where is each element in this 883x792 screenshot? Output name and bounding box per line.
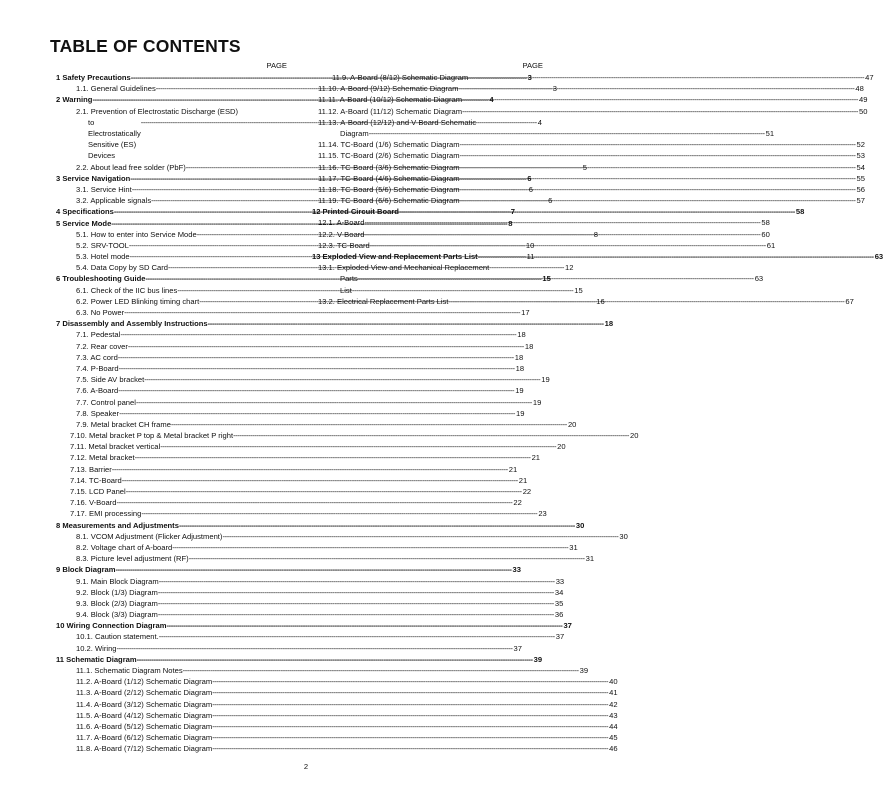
dot-leader	[212, 710, 608, 721]
toc-entry-label: 6.2. Power LED Blinking timing chart	[76, 296, 200, 306]
dot-leader	[189, 553, 585, 564]
toc-entry-label: 4 Specifications	[56, 207, 114, 217]
dot-leader	[370, 240, 766, 251]
toc-subsection-entry[interactable]	[312, 240, 776, 251]
dot-leader	[212, 676, 608, 687]
toc-entry-label: 12 Printed Circuit Board	[312, 207, 399, 217]
toc-entry-label: 8.2. Voltage chart of A-board	[76, 542, 173, 552]
dot-leader	[364, 229, 760, 240]
toc-subsection-entry[interactable]	[56, 486, 532, 497]
toc-entry-page: 4	[489, 95, 494, 105]
toc-entry-label: 3 Service Navigation	[56, 173, 131, 183]
dot-leader	[183, 665, 579, 676]
toc-subsection-entry[interactable]	[56, 352, 524, 363]
dot-leader	[369, 128, 765, 139]
toc-section-entry[interactable]	[312, 251, 883, 262]
toc-subsection-entry[interactable]	[56, 329, 526, 340]
toc-entry-label: 9.3. Block (2/3) Diagram	[76, 598, 158, 608]
toc-entry-page: 20	[567, 419, 577, 429]
toc-subsection-entry[interactable]	[312, 106, 868, 117]
toc-subsection-entry[interactable]	[56, 643, 522, 654]
toc-entry-page: 8	[508, 218, 513, 228]
dot-leader	[159, 631, 555, 642]
toc-entry-label-continuation: Diagram	[340, 128, 369, 138]
toc-subsection-entry[interactable]	[56, 419, 577, 430]
page-column-header: PAGE	[522, 61, 543, 70]
dot-leader	[126, 486, 522, 497]
toc-entry-page: 6	[528, 184, 533, 194]
toc-entry-label: 3.2. Applicable signals	[76, 196, 152, 206]
toc-entry-label: 11.16. TC-Board (3/6) Schematic Diagram	[318, 162, 460, 172]
toc-entry-label: 13.2. Electrical Replacement Parts List	[318, 296, 449, 306]
dot-leader	[460, 184, 856, 195]
toc-entry-label: 11.5. A-Board (4/12) Schematic Diagram	[76, 710, 213, 720]
toc-entry-label-continuation: Parts List	[340, 274, 358, 295]
toc-subsection-entry[interactable]	[312, 72, 874, 83]
toc-entry-label: 11 Schematic Diagram	[56, 654, 137, 664]
toc-entry-page: 21	[508, 464, 518, 474]
toc-entry-label: 7.3. AC cord	[76, 352, 118, 362]
toc-entry-label: 9.4. Block (3/3) Diagram	[76, 610, 158, 620]
toc-entry-page: 12	[564, 263, 574, 273]
dot-leader	[128, 341, 524, 352]
dot-leader	[137, 654, 533, 665]
toc-entry-page: 19	[516, 408, 525, 418]
toc-entry-page: 58	[795, 207, 805, 217]
toc-entry-page: 50	[859, 106, 868, 116]
dot-leader	[136, 397, 532, 408]
toc-subsection-entry[interactable]	[56, 743, 618, 754]
toc-entry-page: 3	[527, 72, 532, 82]
toc-entry-label: 8.3. Picture level adjustment (RF)	[76, 554, 189, 564]
toc-entry-label-line: 11.13. A-Board (12/12) and V-Board Schematic	[318, 117, 477, 127]
toc-entry-label: 1 Safety Precautions	[56, 72, 131, 82]
toc-entry-label: 7.13. Barrier	[70, 464, 112, 474]
toc-entry-label	[312, 117, 775, 139]
dot-leader	[166, 620, 562, 631]
toc-entry-label: 7.6. A-Board	[76, 386, 119, 396]
toc-entry-label: 6 Troubleshooting Guide	[56, 274, 146, 284]
toc-subsection-entry[interactable]	[56, 576, 565, 587]
toc-section-entry[interactable]	[56, 520, 585, 531]
toc-subsection-entry[interactable]	[312, 83, 864, 94]
toc-section-entry[interactable]	[56, 620, 572, 631]
toc-subsection-entry[interactable]	[312, 229, 770, 240]
toc-entry-page: 20	[630, 431, 639, 441]
toc-entry-label: 10 Wiring Connection Diagram	[56, 621, 167, 631]
toc-entry-label: 7.11. Metal bracket vertical	[70, 442, 161, 452]
toc-entry-label: 5.3. Hotel mode	[76, 252, 130, 262]
toc-entry-page: 3	[552, 84, 557, 94]
toc-subsection-entry[interactable]	[312, 94, 868, 105]
toc-entry-label: 7.1. Pedestal	[76, 330, 121, 340]
dot-leader	[116, 564, 512, 575]
toc-entry-label: 7.9. Metal bracket CH frame	[76, 419, 171, 429]
dot-leader	[119, 408, 515, 419]
toc-entry-label: 3.1. Service Hint	[76, 184, 132, 194]
toc-entry-page: 49	[859, 95, 868, 105]
dot-leader	[358, 273, 754, 295]
dot-leader	[119, 363, 515, 374]
toc-entry-label: 6.1. Check of the IIC bus lines	[76, 285, 178, 295]
toc-entry-page: 42	[609, 699, 618, 709]
dot-leader	[458, 83, 854, 94]
toc-entry-page: 15	[542, 274, 551, 284]
toc-subsection-entry[interactable]	[56, 676, 618, 687]
toc-entry-page: 22	[522, 487, 532, 496]
toc-entry-label: 7.15. LCD Panel	[70, 487, 126, 496]
toc-entry-page: 31	[569, 542, 578, 552]
toc-entry-page: 8	[593, 229, 598, 239]
toc-entry-label: 10.2. Wiring	[76, 643, 117, 653]
toc-entry-page: 18	[524, 341, 534, 351]
toc-entry-label: 7.14. TC-Board	[70, 475, 122, 485]
toc-entry-label: 13 Exploded View and Replacement Parts List	[312, 252, 478, 262]
toc-subsection-entry[interactable]	[312, 184, 865, 195]
toc-entry-label: 11.8. A-Board (7/12) Schematic Diagram	[76, 744, 213, 754]
dot-leader	[160, 441, 556, 452]
toc-entry-page: 57	[856, 196, 865, 206]
dot-leader	[460, 173, 856, 184]
toc-entry-label: 7.5. Side AV bracket	[76, 375, 145, 385]
toc-subsection-entry[interactable]	[312, 217, 770, 228]
toc-entry-page: 37	[555, 632, 565, 642]
dot-leader	[120, 329, 516, 340]
toc-entry-label: 7.12. Metal bracket	[70, 453, 135, 463]
toc-entry-page: 63	[754, 274, 764, 284]
toc-subsection-entry[interactable]	[312, 117, 775, 139]
dot-leader	[212, 732, 608, 743]
toc-entry-page: 15	[574, 285, 583, 295]
toc-entry-label-line: 2.1. Prevention of Electrostatic Discharge (ESD)	[76, 106, 239, 116]
dot-leader	[478, 251, 874, 262]
toc-subsection-entry[interactable]	[56, 497, 522, 508]
toc-entry-page: 6	[548, 196, 553, 206]
toc-entry-label: 7.10. Metal bracket P top & Metal bracket P right	[70, 431, 234, 441]
dot-leader	[212, 687, 608, 698]
toc-entry-page: 47	[865, 72, 874, 82]
page-title: TABLE OF CONTENTS	[50, 36, 241, 56]
toc-entry-label: 7.4. P-Board	[76, 363, 119, 373]
dot-leader	[399, 206, 795, 217]
toc-subsection-entry[interactable]	[56, 385, 524, 396]
dot-leader	[171, 419, 567, 430]
toc-subsection-entry[interactable]	[56, 397, 542, 408]
toc-entry-label: 7.16. V-Board	[70, 498, 117, 508]
toc-entry-page: 53	[856, 151, 865, 161]
dot-leader	[212, 743, 608, 754]
toc-subsection-entry[interactable]	[56, 542, 578, 553]
dot-leader	[179, 520, 575, 531]
toc-entry-label-line: 13.1. Exploded View and Mechanical Replacement	[318, 263, 490, 273]
dot-leader	[462, 94, 858, 105]
toc-entry-label: 11.17. TC-Board (4/6) Schematic Diagram	[318, 173, 460, 183]
toc-entry-label: 11.2. A-Board (1/12) Schematic Diagram	[76, 677, 213, 687]
toc-subsection-entry[interactable]	[56, 508, 547, 519]
toc-section-entry[interactable]	[56, 318, 614, 329]
toc-entry-page: 45	[609, 733, 618, 743]
toc-entry-label: 6.3. No Power	[76, 308, 125, 317]
toc-entry-page: 41	[609, 688, 618, 698]
toc-entry-label: 9 Block Diagram	[56, 565, 116, 575]
toc-entry-label: 12.2. V-Board	[318, 229, 365, 239]
toc-subsection-entry[interactable]	[56, 430, 639, 441]
toc-subsection-entry[interactable]	[56, 341, 534, 352]
toc-subsection-entry[interactable]	[56, 452, 541, 463]
toc-entry-page: 52	[856, 140, 865, 150]
dot-leader	[122, 475, 518, 486]
toc-entry-label: 12.3. TC-Board	[318, 240, 370, 250]
toc-subsection-entry[interactable]	[56, 553, 595, 564]
toc-entry-page: 40	[609, 677, 618, 687]
toc-entry-label: 7.7. Control panel	[76, 397, 136, 407]
toc-entry-label: 8.1. VCOM Adjustment (Flicker Adjustment)	[76, 531, 223, 541]
dot-leader	[172, 542, 568, 553]
toc-entry-page: 56	[856, 184, 865, 194]
toc-entry-page: 37	[563, 621, 572, 631]
toc-entry-label: 5.1. How to enter into Service Mode	[76, 229, 197, 239]
toc-entry-page: 35	[554, 598, 564, 608]
toc-subsection-entry[interactable]	[56, 631, 565, 642]
toc-entry-page: 19	[515, 386, 524, 396]
dot-leader	[112, 464, 508, 475]
toc-subsection-entry[interactable]	[56, 408, 525, 419]
toc-entry-label: 11.4. A-Board (3/12) Schematic Diagram	[76, 699, 213, 709]
toc-entry-page: 18	[604, 319, 614, 329]
toc-subsection-entry[interactable]	[56, 665, 589, 676]
toc-entry-page: 44	[609, 721, 618, 731]
toc-entry-page: 21	[531, 453, 541, 463]
toc-subsection-entry[interactable]	[56, 721, 618, 732]
dot-leader	[460, 150, 856, 161]
page-number: 2	[303, 762, 309, 771]
dot-leader	[158, 587, 554, 598]
toc-subsection-entry[interactable]	[56, 307, 530, 318]
dot-leader	[135, 452, 531, 463]
toc-entry-label: 5 Service Mode	[56, 218, 112, 228]
toc-subsection-entry[interactable]	[312, 162, 865, 173]
toc-subsection-entry[interactable]	[56, 710, 618, 721]
dot-leader	[460, 139, 856, 150]
dot-leader	[462, 106, 858, 117]
dot-leader	[212, 721, 608, 732]
dot-leader	[159, 576, 555, 587]
toc-subsection-entry[interactable]	[56, 285, 583, 296]
toc-entry-page: 22	[513, 498, 522, 508]
dot-leader	[124, 307, 520, 318]
toc-entry-label: 7.17. EMI processing	[70, 509, 142, 519]
toc-entry-label: 5.2. SRV-TOOL	[76, 240, 129, 250]
toc-column-right	[312, 60, 883, 307]
dot-leader	[208, 318, 604, 329]
toc-entry-page: 5	[582, 162, 587, 172]
toc-section-entry[interactable]	[56, 564, 521, 575]
dot-leader	[141, 508, 537, 519]
toc-subsection-entry[interactable]	[56, 699, 618, 710]
toc-section-entry[interactable]	[56, 654, 543, 665]
toc-entry-page: 51	[765, 128, 775, 138]
toc-entry-page: 33	[512, 565, 521, 575]
dot-leader	[144, 374, 540, 385]
toc-entry-page: 58	[761, 218, 770, 228]
dot-leader	[212, 699, 608, 710]
toc-entry-page: 54	[856, 162, 865, 172]
toc-entry-label: 7.2. Rear cover	[76, 341, 128, 351]
toc-subsection-entry[interactable]	[56, 374, 550, 385]
toc-subsection-entry[interactable]	[312, 173, 865, 184]
toc-entry-page: 61	[766, 240, 776, 250]
toc-section-entry[interactable]	[312, 206, 805, 217]
toc-entry-page: 46	[609, 744, 618, 754]
toc-entry-label: 11.19. TC-Board (6/6) Schematic Diagram	[318, 196, 460, 206]
toc-entry-label: 11.3. A-Board (2/12) Schematic Diagram	[76, 688, 213, 698]
dot-leader	[460, 195, 856, 206]
toc-entry-page: 18	[517, 330, 526, 340]
toc-entry-page: 60	[761, 229, 770, 239]
toc-entry-label: 11.14. TC-Board (1/6) Schematic Diagram	[318, 140, 460, 150]
toc-entry-page: 19	[541, 375, 550, 385]
toc-entry-label: 11.15. TC-Board (2/6) Schematic Diagram	[318, 151, 460, 161]
toc-entry-label: 2.2. About lead free solder (PbF)	[76, 162, 186, 172]
toc-entry-label: 2 Warning	[56, 95, 93, 105]
toc-entry-label: 11.9. A-Board (8/12) Schematic Diagram	[332, 72, 469, 82]
toc-entry-page: 37	[513, 643, 522, 653]
dot-leader	[158, 598, 554, 609]
toc-entry-page: 63	[874, 252, 883, 262]
dot-leader	[118, 352, 514, 363]
toc-entry-label: 9.1. Main Block Diagram	[76, 576, 159, 586]
toc-subsection-entry[interactable]	[56, 609, 564, 620]
toc-entry-page: 18	[514, 352, 524, 362]
dot-leader	[117, 643, 513, 654]
toc-entry-page: 55	[856, 173, 865, 183]
toc-subsection-entry[interactable]	[312, 195, 865, 206]
toc-entry-page: 48	[855, 84, 864, 94]
toc-subsection-entry[interactable]	[56, 587, 564, 598]
toc-subsection-entry[interactable]	[56, 441, 566, 452]
toc-entry-label: 9.2. Block (1/3) Diagram	[76, 587, 158, 597]
toc-entry-page: 17	[521, 308, 530, 317]
toc-entry-label: 11.18. TC-Board (5/6) Schematic Diagram	[318, 184, 460, 194]
dot-leader	[460, 162, 856, 173]
toc-entry-label: 7.8. Speaker	[76, 408, 120, 418]
toc-entry-page: 30	[575, 520, 585, 530]
page-column-header: PAGE	[266, 61, 287, 70]
toc-entry-page: 43	[609, 710, 618, 720]
toc-entry-page: 10	[525, 240, 535, 250]
toc-entry-page: 20	[557, 442, 566, 452]
toc-entry-page: 30	[619, 531, 628, 541]
toc-subsection-entry[interactable]	[56, 475, 528, 486]
dot-leader	[222, 531, 618, 542]
toc-entry-label: 11.10. A-Board (9/12) Schematic Diagram	[318, 84, 459, 94]
toc-entry-page: 4	[537, 117, 542, 127]
toc-entry-page: 33	[555, 576, 565, 586]
toc-subsection-entry[interactable]	[56, 363, 525, 374]
dot-leader	[468, 72, 864, 83]
toc-entry-label: 8 Measurements and Adjustments	[56, 520, 179, 530]
toc-entry-page: 39	[579, 666, 589, 675]
dot-leader	[364, 217, 760, 228]
toc-entry-label: 11.12. A-Board (11/12) Schematic Diagram	[318, 106, 463, 116]
toc-entry-label: 11.1. Schematic Diagram Notes	[76, 666, 183, 675]
toc-entry-page: 31	[585, 554, 595, 564]
dot-leader	[158, 609, 554, 620]
toc-subsection-entry[interactable]	[312, 139, 865, 150]
toc-entry-page: 18	[515, 363, 525, 373]
toc-entry-page: 39	[533, 654, 543, 664]
toc-entry-label: 1.1. General Guidelines	[76, 84, 156, 94]
toc-subsection-entry[interactable]	[56, 531, 628, 542]
toc-entry-page: 16	[596, 296, 605, 306]
toc-subsection-entry[interactable]	[56, 464, 518, 475]
dot-leader	[233, 430, 629, 441]
toc-entry-label: 12.1. A-Board	[318, 218, 365, 228]
dot-leader	[118, 385, 514, 396]
toc-entry-label: 11.7. A-Board (6/12) Schematic Diagram	[76, 733, 213, 743]
toc-entry-label: 7 Disassembly and Assembly Instructions	[56, 319, 208, 329]
toc-entry-label: 5.4. Data Copy by SD Card	[76, 263, 169, 273]
toc-entry-page: 11	[526, 252, 535, 262]
toc-entry-label: 10.1. Caution statement.	[76, 632, 159, 642]
dot-leader	[448, 296, 844, 307]
toc-entry-label: 11.11. A-Board (10/12) Schematic Diagram	[318, 95, 463, 105]
toc-subsection-entry[interactable]	[312, 150, 865, 161]
dot-leader	[116, 497, 512, 508]
toc-entry-page: 67	[845, 296, 854, 306]
toc-entry-page: 36	[554, 610, 564, 620]
toc-section-entry[interactable]	[56, 273, 551, 284]
toc-entry-page: 19	[532, 397, 542, 407]
toc-entry-page: 34	[554, 587, 564, 597]
toc-subsection-entry[interactable]	[56, 687, 618, 698]
toc-entry-page: 21	[518, 475, 528, 485]
toc-list-right	[312, 72, 883, 307]
toc-entry-page: 6	[527, 173, 532, 183]
toc-entry-page: 7	[510, 207, 516, 217]
toc-entry-page: 23	[538, 509, 547, 519]
toc-entry-label-continuation: to Electrostatically Sensitive (ES) Devices	[88, 117, 141, 161]
toc-entry-label: 11.6. A-Board (5/12) Schematic Diagram	[76, 721, 213, 731]
toc-subsection-entry[interactable]	[56, 732, 618, 743]
toc-subsection-entry[interactable]	[56, 598, 564, 609]
